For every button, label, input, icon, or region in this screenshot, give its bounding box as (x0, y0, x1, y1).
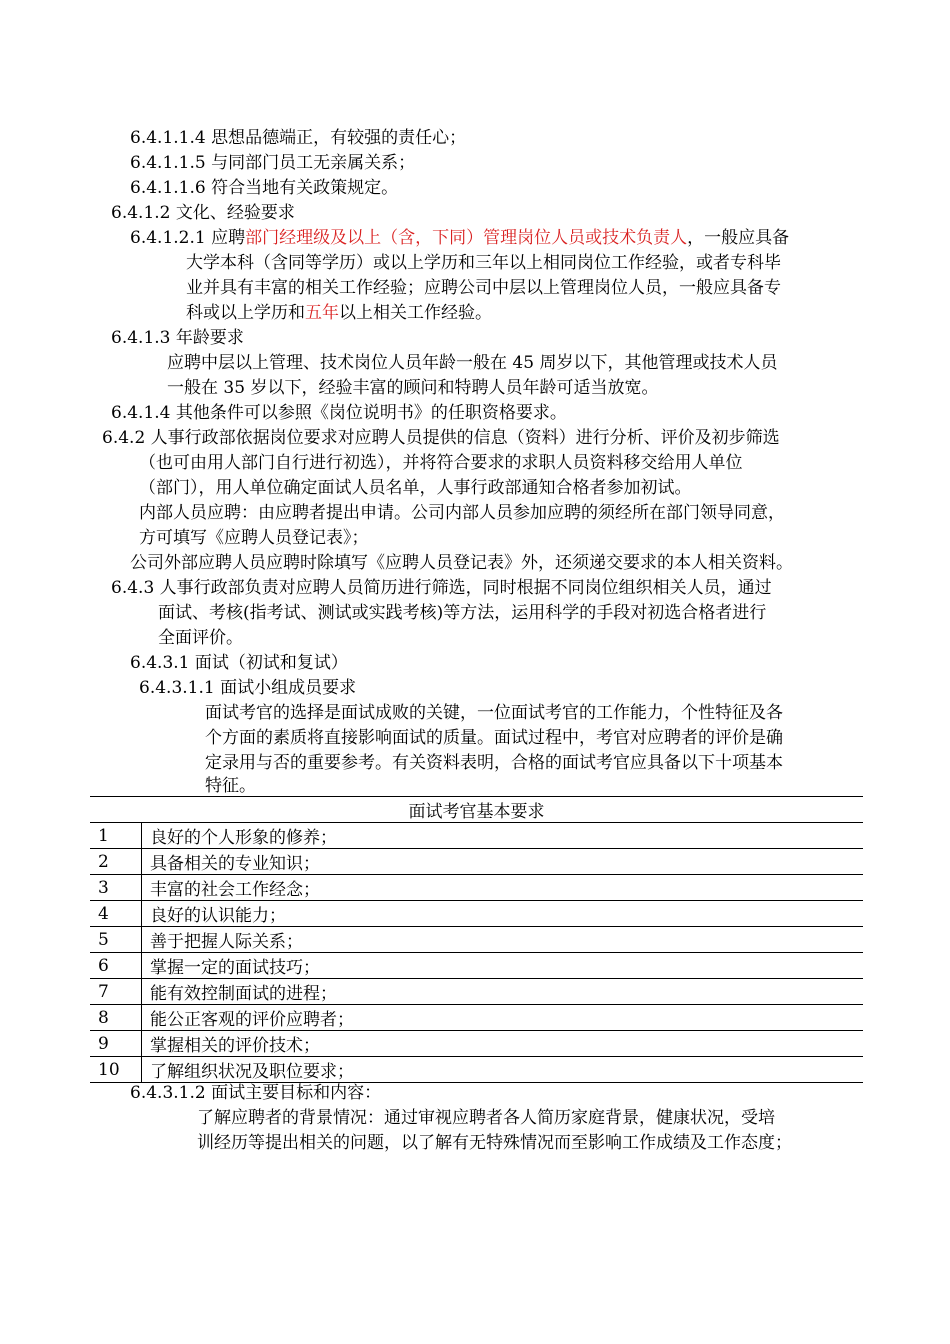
row-text: 丰富的社会工作经念； (142, 875, 864, 901)
interviewer-requirements-table (90, 796, 863, 1083)
clause-6-4-3-line3: 全面评价。 (158, 628, 243, 648)
highlight-five-years: 五年 (305, 303, 339, 323)
objectives-para-line2: 训经历等提出相关的问题，以了解有无特殊情况而至影响工作成绩及工作态度； (197, 1133, 792, 1153)
row-text: 良好的个人形象的修养； (142, 823, 864, 849)
age-requirement-line2: 一般在 35 岁以下，经验丰富的顾问和特聘人员年龄可适当放宽。 (167, 378, 659, 398)
row-number: 10 (90, 1057, 142, 1083)
row-text: 能公正客观的评价应聘者； (142, 1005, 864, 1031)
clause-6-4-2: 6.4.2 人事行政部依据岗位要求对应聘人员提供的信息（资料）进行分析、评价及初步筛选 (102, 428, 780, 448)
interviewer-para-line2: 个方面的素质将直接影响面试的质量。面试过程中，考官对应聘者的评价是确 (205, 728, 783, 748)
heading-6-4-3-1: 6.4.3.1 面试（初试和复试） (130, 653, 348, 673)
heading-6-4-1-3: 6.4.1.3 年龄要求 (111, 328, 244, 348)
clause-6-4-1-1-5: 6.4.1.1.5 与同部门员工无亲属关系； (130, 153, 416, 173)
table-row (90, 979, 863, 1005)
table-row (90, 927, 863, 953)
row-number: 6 (90, 953, 142, 979)
heading-6-4-3-1-2: 6.4.3.1.2 面试主要目标和内容： (130, 1083, 382, 1103)
table-header-row (90, 797, 863, 823)
clause-6-4-1-4: 6.4.1.4 其他条件可以参照《岗位说明书》的任职资格要求。 (111, 403, 567, 423)
table-row (90, 1057, 863, 1083)
internal-applicants: 内部人员应聘：由应聘者提出申请。公司内部人员参加应聘的须经所在部门领导同意， (139, 503, 785, 523)
clause-6-4-1-2-1-lead: 6.4.1.2.1 应聘 (130, 228, 246, 248)
clause-6-4-1-2-1-line3: 业并具有丰富的相关工作经验；应聘公司中层以上管理岗位人员，一般应具备专 (186, 278, 781, 298)
clause-6-4-2-line3: （部门），用人单位确定面试人员名单，人事行政部通知合格者参加初试。 (139, 478, 692, 498)
objectives-para-line1: 了解应聘者的背景情况：通过审视应聘者各人简历家庭背景，健康状况，受培 (197, 1108, 775, 1128)
clause-6-4-1-2-1-tail: ，一般应具备 (687, 228, 790, 248)
clause-6-4-1-1-4: 6.4.1.1.4 思想品德端正，有较强的责任心； (130, 128, 467, 148)
interviewer-para-line3: 定录用与否的重要参考。有关资料表明，合格的面试考官应具备以下十项基本 (205, 753, 783, 773)
row-text: 善于把握人际关系； (142, 927, 864, 953)
row-number: 7 (90, 979, 142, 1005)
row-text: 良好的认识能力； (142, 901, 864, 927)
line4-lead: 科或以上学历和 (186, 303, 305, 323)
interviewer-para-line4: 特征。 (205, 776, 256, 796)
table-row (90, 953, 863, 979)
row-number: 4 (90, 901, 142, 927)
table-row (90, 823, 863, 849)
table-row (90, 1005, 863, 1031)
clause-6-4-1-2-1-line2: 大学本科（含同等学历）或以上学历和三年以上相同岗位工作经验，或者专科毕 (186, 253, 781, 273)
row-number: 8 (90, 1005, 142, 1031)
row-text: 掌握相关的评价技术； (142, 1031, 864, 1057)
clause-6-4-1-1-6: 6.4.1.1.6 符合当地有关政策规定。 (130, 178, 399, 198)
table-row (90, 849, 863, 875)
highlight-manager-level: 部门经理级及以上（含，下同）管理岗位人员或技术负责人 (245, 228, 688, 248)
row-number: 9 (90, 1031, 142, 1057)
line4-tail: 以上相关工作经验。 (339, 303, 492, 323)
interviewer-para-line1: 面试考官的选择是面试成败的关键，一位面试考官的工作能力，个性特征及各 (205, 703, 783, 723)
clause-6-4-1-2-1-line4 (186, 301, 492, 326)
heading-6-4-1-2: 6.4.1.2 文化、经验要求 (111, 203, 295, 223)
row-text: 能有效控制面试的进程； (142, 979, 864, 1005)
table-row (90, 875, 863, 901)
clause-6-4-3-line2: 面试、考核(指考试、测试或实践考核)等方法，运用科学的手段对初选合格者进行 (158, 603, 767, 623)
row-text: 掌握一定的面试技巧； (142, 953, 864, 979)
row-text: 具备相关的专业知识； (142, 849, 864, 875)
table-row (90, 1031, 863, 1057)
row-number: 1 (90, 823, 142, 849)
clause-6-4-3: 6.4.3 人事行政部负责对应聘人员简历进行筛选，同时根据不同岗位组织相关人员，通过 (111, 578, 772, 598)
row-number: 3 (90, 875, 142, 901)
heading-6-4-3-1-1: 6.4.3.1.1 面试小组成员要求 (139, 678, 357, 698)
table-row (90, 901, 863, 927)
clause-6-4-1-2-1 (130, 226, 789, 251)
clause-6-4-2-line2: （也可由用人部门自行进行初选），并将符合要求的求职人员资料移交给用人单位 (139, 453, 743, 473)
internal-applicants-line2: 方可填写《应聘人员登记表》； (139, 528, 369, 548)
age-requirement-line1: 应聘中层以上管理、技术岗位人员年龄一般在 45 周岁以下，其他管理或技术人员 (167, 353, 778, 373)
row-text: 了解组织状况及职位要求； (142, 1057, 864, 1083)
external-applicants: 公司外部应聘人员应聘时除填写《应聘人员登记表》外，还须递交要求的本人相关资料。 (130, 553, 793, 573)
row-number: 5 (90, 927, 142, 953)
table-title: 面试考官基本要求 (90, 797, 863, 823)
row-number: 2 (90, 849, 142, 875)
